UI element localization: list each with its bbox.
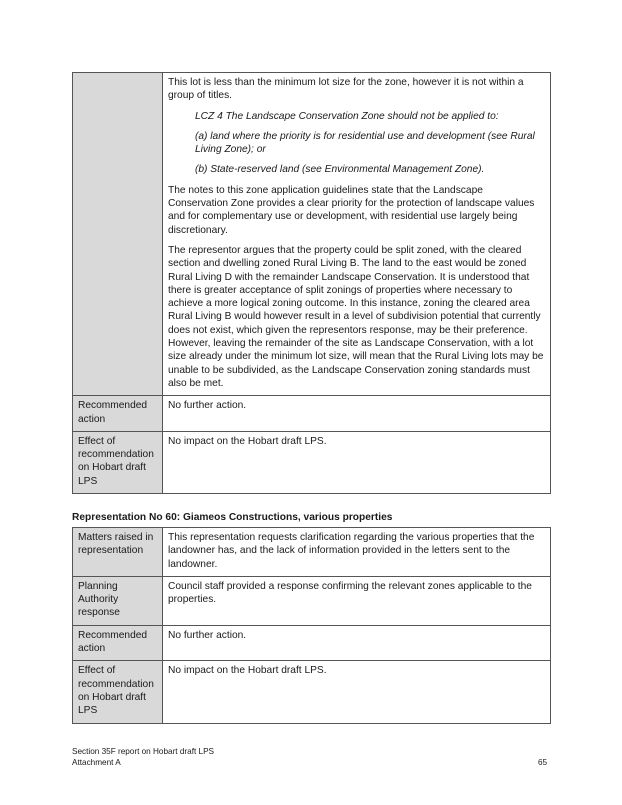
row-content: No impact on the Hobart draft LPS. <box>163 431 551 493</box>
representation-table <box>72 527 551 724</box>
table-row <box>73 396 551 432</box>
table-row <box>73 661 551 723</box>
page-number: 65 <box>538 758 548 767</box>
table-row <box>73 625 551 661</box>
table-row <box>73 431 551 493</box>
representation-table-continued <box>72 72 551 494</box>
footer-report-title: Section 35F report on Hobart draft LPS <box>72 747 214 756</box>
table-row <box>73 576 551 625</box>
row-label <box>73 73 163 396</box>
row-label: Effect of recommendation on Hobart draft LPS <box>73 431 163 493</box>
table-row <box>73 73 551 396</box>
quoted-guideline: (b) State-reserved land (see Environmental Management Zone). <box>195 164 485 176</box>
row-label: Effect of recommendation on Hobart draft LPS <box>73 661 163 723</box>
quoted-guideline: (a) land where the priority is for residential use and development (see Rural Living Zone); or <box>195 130 535 156</box>
table-row <box>73 528 551 577</box>
quoted-guideline: LCZ 4 The Landscape Conservation Zone should not be applied to: <box>195 110 499 122</box>
section-heading: Representation No 60: Giameos Constructions, various properties <box>72 512 393 523</box>
row-label: Matters raised in representation <box>73 528 163 577</box>
row-content <box>163 73 551 396</box>
footer-attachment: Attachment A <box>72 758 121 767</box>
row-content: This representation requests clarification regarding the various properties that the landowner has, and the lack of information provided in the letters sent to the landowner. <box>163 528 551 577</box>
row-label: Planning Authority response <box>73 576 163 625</box>
row-label: Recommended action <box>73 396 163 432</box>
page-footer <box>72 746 214 768</box>
row-content: No impact on the Hobart draft LPS. <box>163 661 551 723</box>
paragraph: The notes to this zone application guidelines state that the Landscape Conservation Zone provides a clear priority for the protection of landscape values and for complementary use or development, with residential use largely being discretionary. <box>168 184 535 236</box>
row-content: No further action. <box>163 625 551 661</box>
row-label: Recommended action <box>73 625 163 661</box>
row-content: No further action. <box>163 396 551 432</box>
row-content: Council staff provided a response confirming the relevant zones applicable to the properties. <box>163 576 551 625</box>
paragraph: This lot is less than the minimum lot size for the zone, however it is not within a group of titles. <box>168 77 524 102</box>
paragraph: The representor argues that the property could be split zoned, with the cleared section and dwelling zoned Rural Living B. The land to the east would be zoned Rural Living D with the remainder Landscape Conservation. It is understood that there is greater acceptance of split zonings of properties where necessary to achieve a more logical zoning outcome. In this instance, zoning the cleared area Rural Living B would however result in a level of subdivision potential that currently does not exist, which given the representors response, may be their preference. However, leaving the remainder of the site as Landscape Conservation, with a lot size already under the minimum lot size, will mean that the Rural Living lots may be unable to be subdivided, as the Landscape Conservation zoning standards must also be met. <box>168 244 544 389</box>
